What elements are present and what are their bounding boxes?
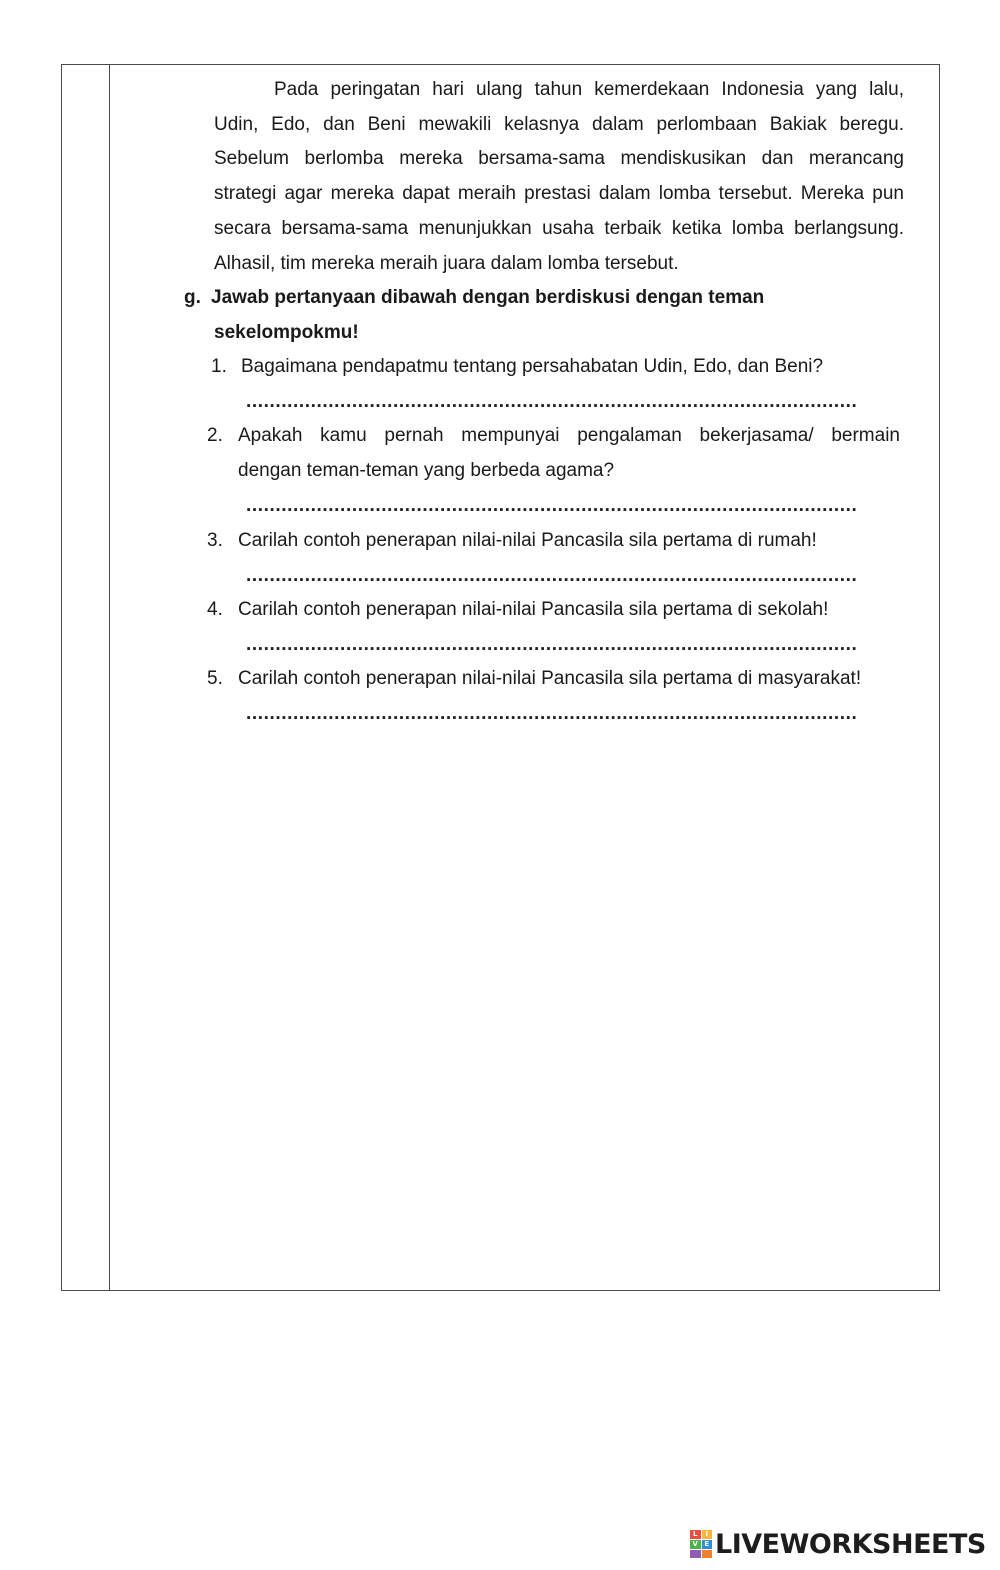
logo-tile: E xyxy=(702,1540,713,1549)
answer-field[interactable]: ........................................................................................................ xyxy=(246,391,858,412)
passage-line: Alhasil, tim mereka meraih juara dalam lomba tersebut. xyxy=(214,253,679,274)
question-number: 5. xyxy=(207,668,223,689)
question-number: 2. xyxy=(207,425,223,446)
liveworksheets-logo-icon xyxy=(690,1530,712,1558)
question-number: 4. xyxy=(207,599,223,620)
question-number: 1. xyxy=(211,356,227,377)
question-text: Carilah contoh penerapan nilai-nilai Pancasila sila pertama di masyarakat! xyxy=(238,668,862,689)
question-text: Apakah kamu pernah mempunyai pengalaman bekerjasama/ bermain xyxy=(238,425,900,446)
answer-field[interactable]: ........................................................................................................ xyxy=(246,495,858,516)
question-text: Carilah contoh penerapan nilai-nilai Pancasila sila pertama di sekolah! xyxy=(238,599,829,620)
brand-wordmark: LIVEWORKSHEETS xyxy=(715,1528,986,1560)
question-text: Carilah contoh penerapan nilai-nilai Pancasila sila pertama di rumah! xyxy=(238,530,817,551)
passage-line: strategi agar mereka dapat meraih prestasi dalam lomba tersebut. Mereka pun xyxy=(214,183,904,204)
question-number: 3. xyxy=(207,530,223,551)
answer-field[interactable]: ........................................................................................................ xyxy=(246,565,858,586)
logo-tile: L xyxy=(690,1530,701,1539)
liveworksheets-brand xyxy=(690,1528,986,1560)
answer-field[interactable]: ........................................................................................................ xyxy=(246,634,858,655)
passage-line: Pada peringatan hari ulang tahun kemerdekaan Indonesia yang lalu, xyxy=(274,79,904,100)
column-divider xyxy=(109,64,110,1291)
logo-tile: I xyxy=(702,1530,713,1539)
logo-tile xyxy=(702,1550,713,1558)
passage-line: Udin, Edo, dan Beni mewakili kelasnya dalam perlombaan Bakiak beregu. xyxy=(214,114,904,135)
logo-tile: V xyxy=(690,1540,701,1549)
question-text: Bagaimana pendapatmu tentang persahabatan Udin, Edo, dan Beni? xyxy=(241,356,824,377)
logo-tile xyxy=(690,1550,701,1558)
section-title: Jawab pertanyaan dibawah dengan berdiskusi dengan teman xyxy=(211,287,765,308)
section-title-continued: sekelompokmu! xyxy=(214,322,359,343)
question-text-continued: dengan teman-teman yang berbeda agama? xyxy=(238,460,615,481)
section-marker: g. xyxy=(184,287,201,308)
answer-field[interactable]: ........................................................................................................ xyxy=(246,703,858,724)
passage-line: secara bersama-sama menunjukkan usaha terbaik ketika lomba berlangsung. xyxy=(214,218,904,239)
passage-line: Sebelum berlomba mereka bersama-sama mendiskusikan dan merancang xyxy=(214,148,904,169)
